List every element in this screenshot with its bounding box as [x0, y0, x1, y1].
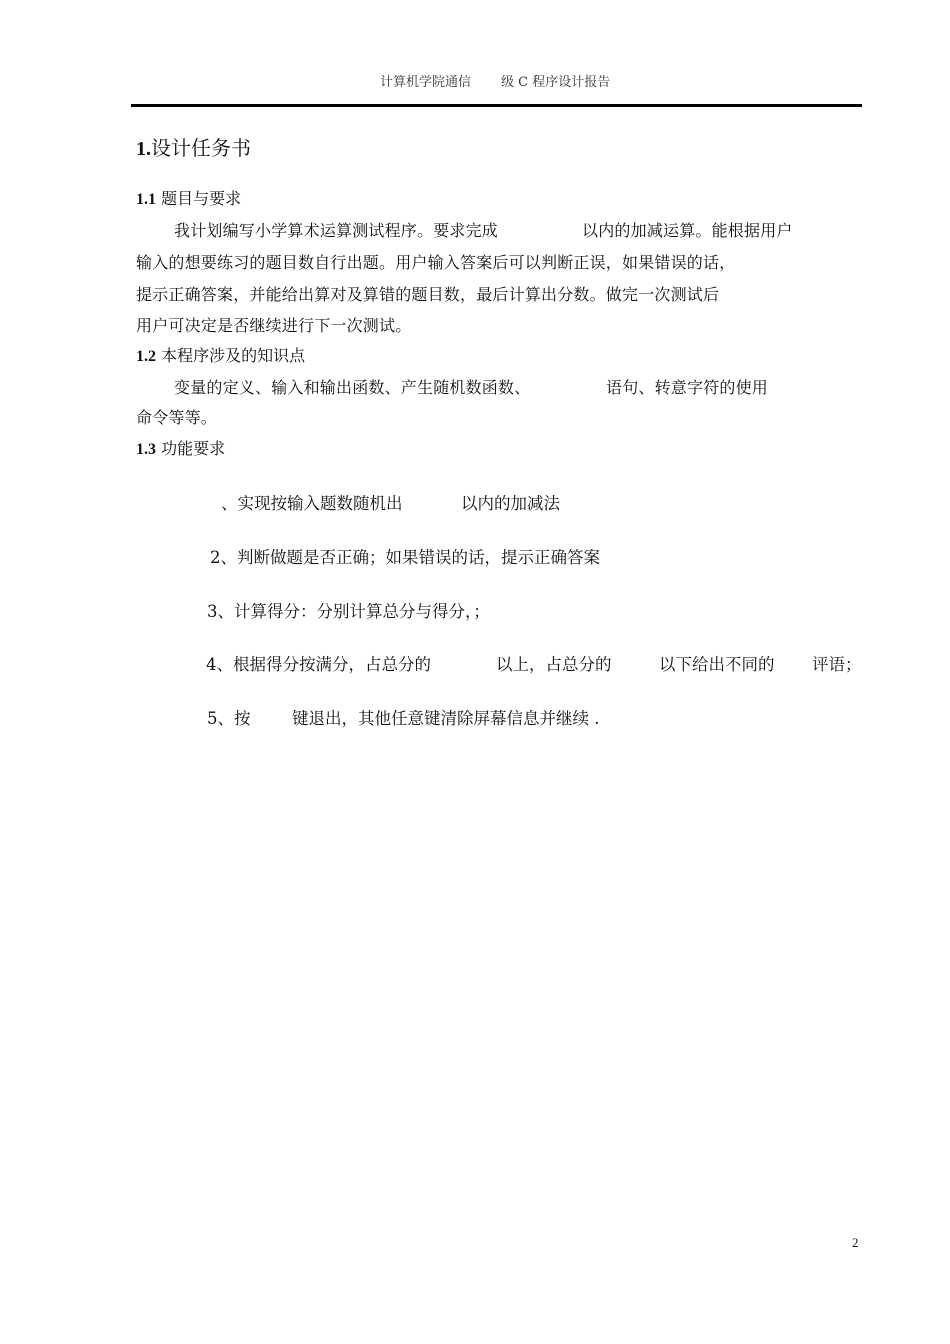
list-item: 4、根据得分按满分，占总分的 [206, 655, 431, 674]
header-text-right: 级 C 程序设计报告 [501, 75, 611, 90]
paragraph-line: 语句、转意字符的使用 [606, 378, 769, 397]
subsection-title: 本程序涉及的知识点 [156, 346, 306, 365]
paragraph-line: 我计划编写小学算术运算测试程序。要求完成 [174, 221, 499, 240]
section-title: 设计任务书 [151, 136, 251, 160]
subsection-heading-1-1 [136, 186, 241, 209]
list-item: 评语； [812, 655, 862, 674]
list-item: 以内的加减法 [461, 494, 560, 513]
section-heading [136, 132, 251, 161]
section-number: 1. [136, 138, 151, 160]
paragraph-line: 命令等等。 [136, 408, 218, 427]
subsection-number: 1.2 [136, 348, 156, 365]
list-item: 5、按 [207, 709, 251, 728]
subsection-title: 功能要求 [156, 439, 226, 458]
subsection-heading-1-2 [136, 343, 305, 366]
list-item: 以上，占总分的 [496, 655, 612, 674]
subsection-title: 题目与要求 [156, 189, 242, 208]
subsection-number: 1.1 [136, 191, 156, 208]
paragraph-line: 输入的想要练习的题目数自行出题。用户输入答案后可以判断正误，如果错误的话， [136, 253, 736, 272]
page-number: 2 [852, 1235, 859, 1250]
list-item: 以下给出不同的 [659, 655, 775, 674]
list-item: 3、计算得分：分别计算总分与得分，； [207, 602, 490, 621]
header-text-left: 计算机学院通信 [380, 75, 472, 90]
list-item: 键退出，其他任意键清除屏幕信息并继续 . [292, 709, 600, 728]
subsection-number: 1.3 [136, 441, 156, 458]
paragraph-line: 提示正确答案，并能给出算对及算错的题目数，最后计算出分数。做完一次测试后 [136, 285, 720, 304]
header-rule [131, 104, 862, 107]
paragraph-line: 变量的定义、输入和输出函数、产生随机数函数、 [174, 378, 531, 397]
subsection-heading-1-3 [136, 436, 225, 459]
list-item: 、实现按输入题数随机出 [221, 494, 403, 513]
list-item: 2、判断做题是否正确；如果错误的话，提示正确答案 [210, 548, 600, 567]
paragraph-line: 以内的加减运算。能根据用户 [582, 221, 793, 240]
paragraph-line: 用户可决定是否继续进行下一次测试。 [136, 316, 412, 335]
